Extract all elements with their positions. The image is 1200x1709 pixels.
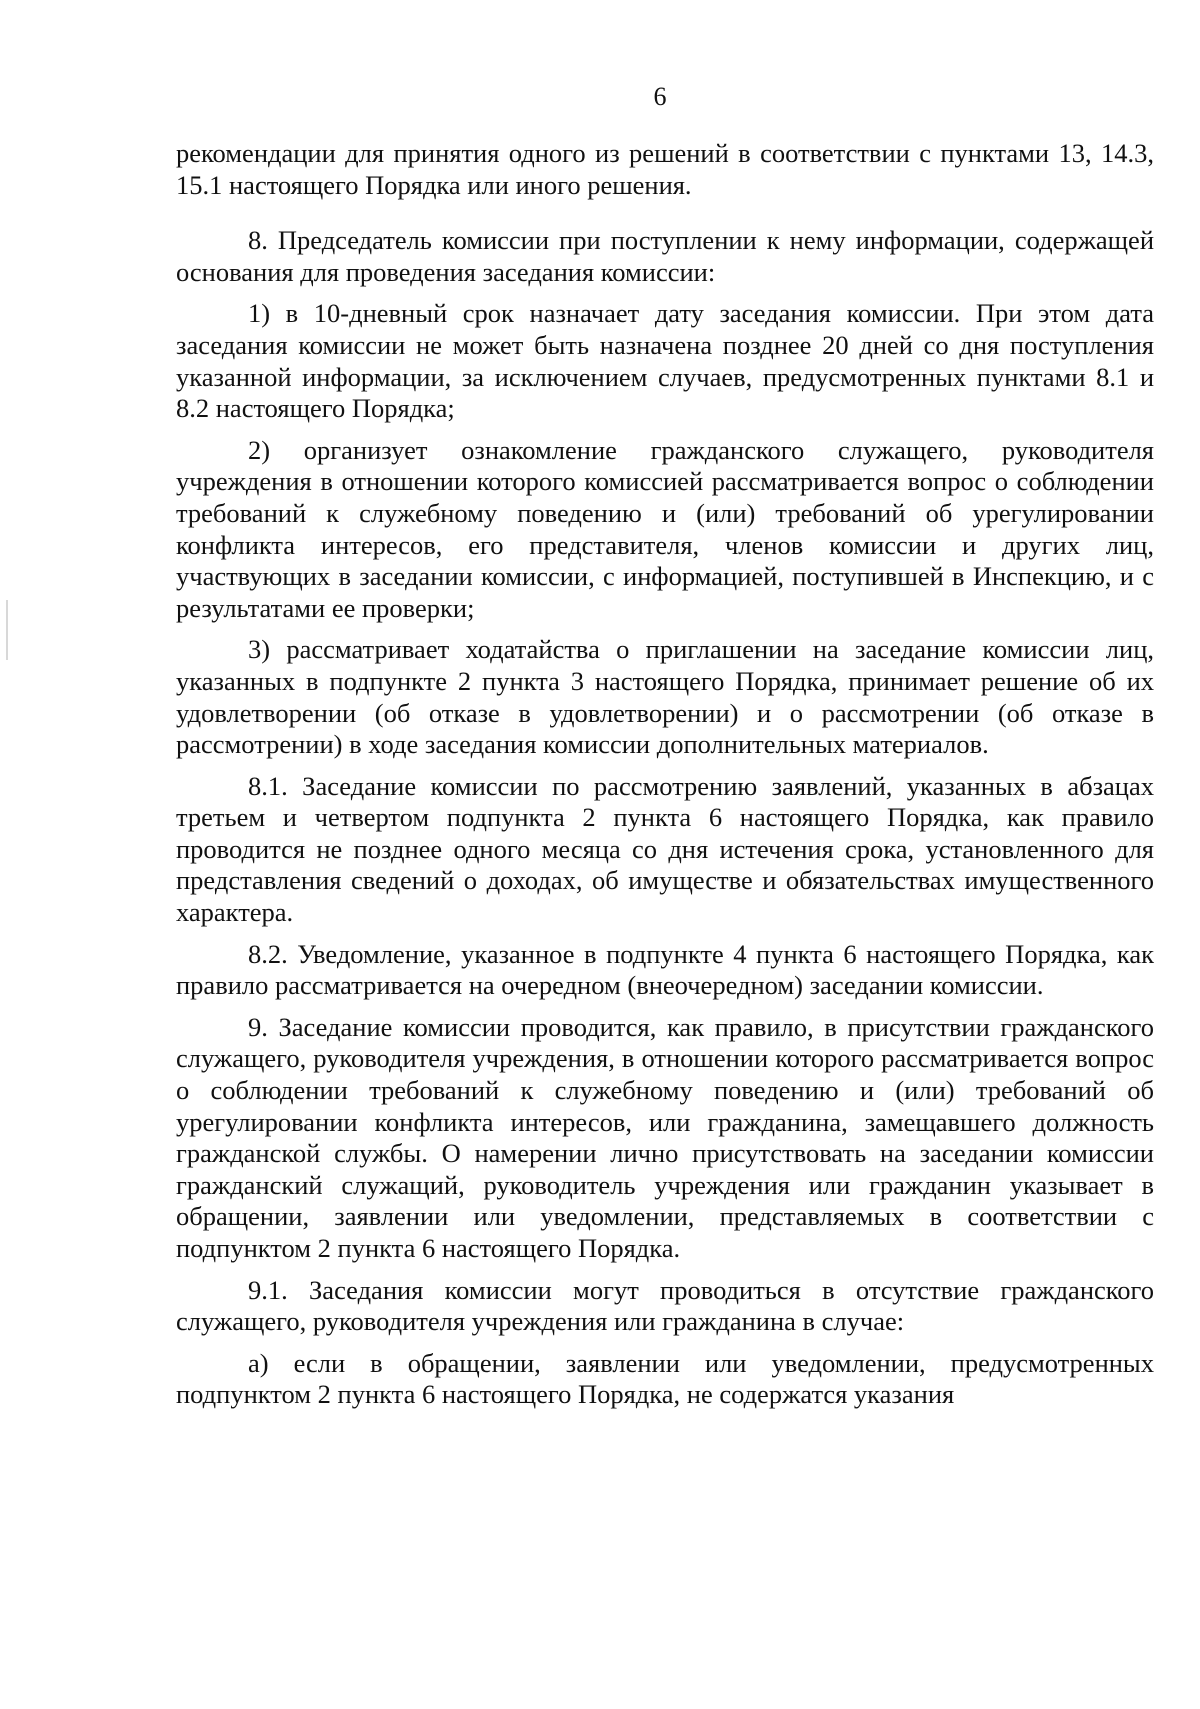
paragraph-subitem-a: а) если в обращении, заявлении или уведомлении, предусмотренных подпунктом 2 пункта 6 настоящего Порядка, не содержатся указания [176, 1347, 1154, 1410]
paragraph-item-8-1: 8.1. Заседание комиссии по рассмотрению заявлений, указанных в абзацах третьем и четвертом подпункта 2 пункта 6 настоящего Порядка, как правило проводится не позднее одного месяца со дня истечения срока, установленного для представления сведений о доходах, об имуществе и обязательствах имущественного характера. [176, 770, 1154, 928]
paragraph-subitem-3: 3) рассматривает ходатайства о приглашении на заседание комиссии лиц, указанных в подпункте 2 пункта 3 настоящего Порядка, принимает решение об их удовлетворении (об отказе в удовлетворении) и о рассмотрении (об отказе в рассмотрении) в ходе заседания комиссии дополнительных материалов. [176, 634, 1154, 760]
paragraph-item-9-1: 9.1. Заседания комиссии могут проводиться в отсутствие гражданского служащего, руководителя учреждения или гражданина в случае: [176, 1274, 1154, 1337]
document-body [176, 138, 1154, 1421]
paragraph-continuation: рекомендации для принятия одного из решений в соответствии с пунктами 13, 14.3, 15.1 настоящего Порядка или иного решения. [176, 138, 1154, 200]
paragraph-item-9: 9. Заседание комиссии проводится, как правило, в присутствии гражданского служащего, руководителя учреждения, в отношении которого рассматривается вопрос о соблюдении требований к служебному поведению и (или) требований об урегулировании конфликта интересов, или гражданина, замещавшего должность гражданской службы. О намерении лично присутствовать на заседании комиссии гражданский служащий, руководитель учреждения или гражданин указывает в обращении, заявлении или уведомлении, представляемых в соответствии с подпунктом 2 пункта 6 настоящего Порядка. [176, 1011, 1154, 1263]
scan-edge-mark [6, 600, 8, 660]
paragraph-item-8: 8. Председатель комиссии при поступлении к нему информации, содержащей основания для проведения заседания комиссии: [176, 225, 1154, 287]
paragraph-subitem-1: 1) в 10-дневный срок назначает дату заседания комиссии. При этом дата заседания комиссии не может быть назначена позднее 20 дней со дня поступления указанной информации, за исключением случаев, предусмотренных пунктами 8.1 и 8.2 настоящего Порядка; [176, 298, 1154, 424]
paragraph-subitem-2: 2) организует ознакомление гражданского служащего, руководителя учреждения в отношении которого комиссией рассматривается вопрос о соблюдении требований к служебному поведению и (или) требований об урегулировании конфликта интересов, его представителя, членов комиссии и других лиц, участвующих в заседании комиссии, с информацией, поступившей в Инспекцию, и с результатами ее проверки; [176, 434, 1154, 623]
page-number: 6 [653, 82, 667, 111]
paragraph-item-8-2: 8.2. Уведомление, указанное в подпункте 4 пункта 6 настоящего Порядка, как правило рассматривается на очередном (внеочередном) заседании комиссии. [176, 938, 1154, 1001]
